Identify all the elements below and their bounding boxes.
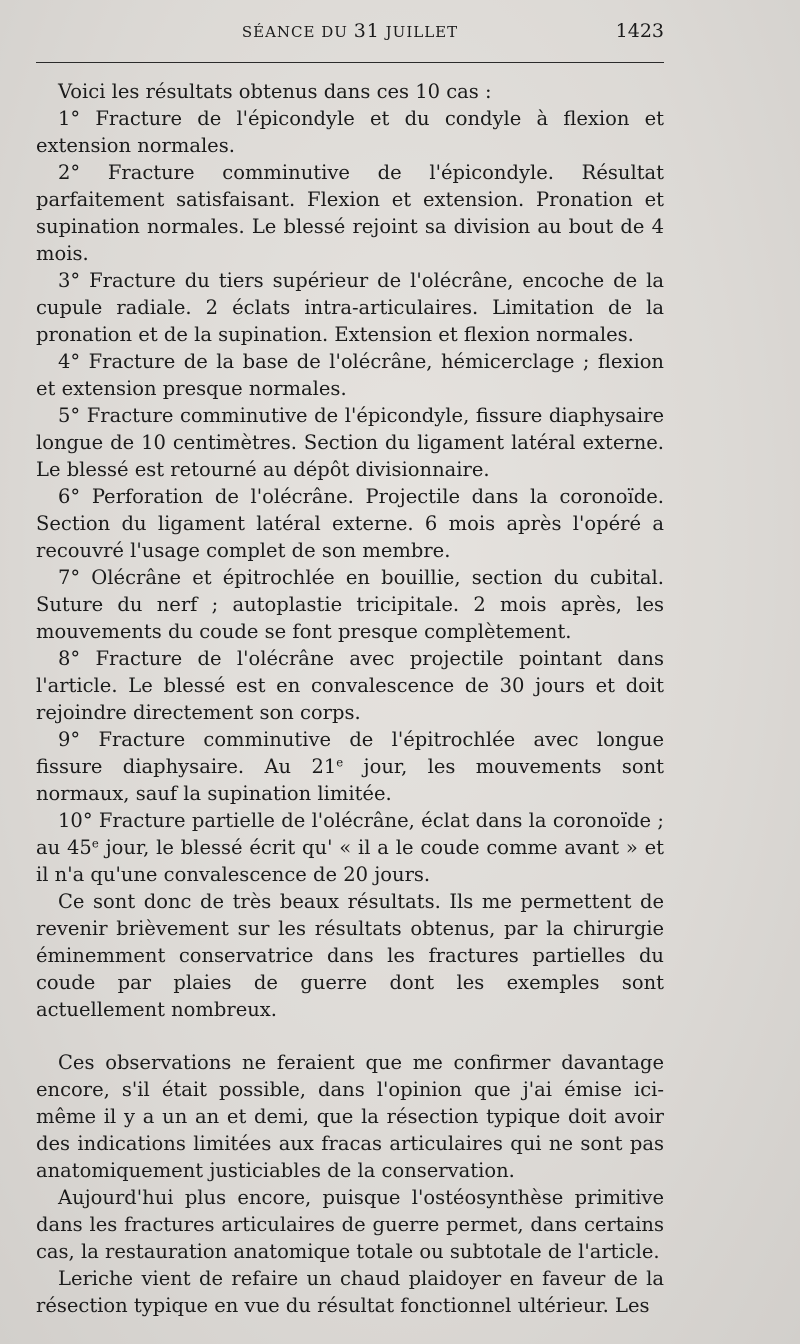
paragraph-osteosynthesis: Aujourd'hui plus encore, puisque l'ostéosynthèse primitive dans les fractures articulaires de guerre permet, dans certains cas, la restauration anatomique totale ou subtotale de l'article. [36,1186,664,1263]
paragraph-case-4: 4° Fracture de la base de l'olécrâne, hémicerclage ; flexion et extension presque normales. [36,350,664,400]
paragraph-case-9: 9° Fracture comminutive de l'épitrochlée avec longue fissure diaphysaire. Au 21e jour, les mouvements sont normaux, sauf la supination limitée. [36,728,664,805]
paragraph-intro: Voici les résultats obtenus dans ces 10 cas : [58,80,492,103]
paragraph-case-6: 6° Perforation de l'olécrâne. Projectile dans la coronoïde. Section du ligament latéral externe. 6 mois après l'opéré a recouvré l'usage complet de son membre. [36,485,664,562]
paragraph-case-3: 3° Fracture du tiers supérieur de l'olécrâne, encoche de la cupule radiale. 2 éclats intra-articulaires. Limitation de la pronation et de la supination. Extension et flexion normales. [36,269,664,346]
header-rule [36,62,664,63]
paragraph-case-5: 5° Fracture comminutive de l'épicondyle, fissure diaphysaire longue de 10 centimètres. Section du ligament latéral externe. Le blessé est retourné au dépôt divisionnaire. [36,404,664,481]
body-text [36,78,664,1319]
paragraph-summary: Ce sont donc de très beaux résultats. Ils me permettent de revenir brièvement sur les résultats obtenus, par la chirurgie éminemment conservatrice dans les fractures partielles du coude par plaies de guerre dont les exemples sont actuellement nombreux. [36,890,664,1021]
running-title-day: 31 [353,20,380,42]
paragraph-case-8: 8° Fracture de l'olécrâne avec projectile pointant dans l'article. Le blessé est en convalescence de 30 jours et doit rejoindre directement son corps. [36,647,664,724]
running-title-prefix: SÉANCE DU [241,23,354,41]
paragraph-leriche: Leriche vient de refaire un chaud plaidoyer en faveur de la résection typique en vue du résultat fonctionnel ultérieur. Les [36,1267,664,1317]
paragraph-case-7: 7° Olécrâne et épitrochlée en bouillie, section du cubital. Suture du nerf ; autoplastie tricipitale. 2 mois après, les mouvements du coude se font presque complètement. [36,566,664,643]
paragraph-observations: Ces observations ne feraient que me confirmer davantage encore, s'il était possible, dans l'opinion que j'ai émise ici-même il y a un an et demi, que la résection typique doit avoir des indications limitées aux fracas articulaires qui ne sont pas anatomiquement justiciables de la conservation. [36,1051,664,1182]
paragraph-case-10: 10° Fracture partielle de l'olécrâne, éclat dans la coronoïde ; au 45e jour, le blessé écrit qu' « il a le coude comme avant » et il n'a qu'une convalescence de 20 jours. [36,809,664,886]
page-number: 1423 [615,20,664,42]
running-title [36,20,664,42]
running-title-suffix: JUILLET [379,23,459,41]
paragraph-case-2: 2° Fracture comminutive de l'épicondyle. Résultat parfaitement satisfaisant. Flexion et extension. Pronation et supination normales. Le blessé rejoint sa division au bout de 4 mois. [36,161,664,265]
page-header [36,20,664,46]
paragraph-case-1: 1° Fracture de l'épicondyle et du condyle à flexion et extension normales. [36,107,664,157]
